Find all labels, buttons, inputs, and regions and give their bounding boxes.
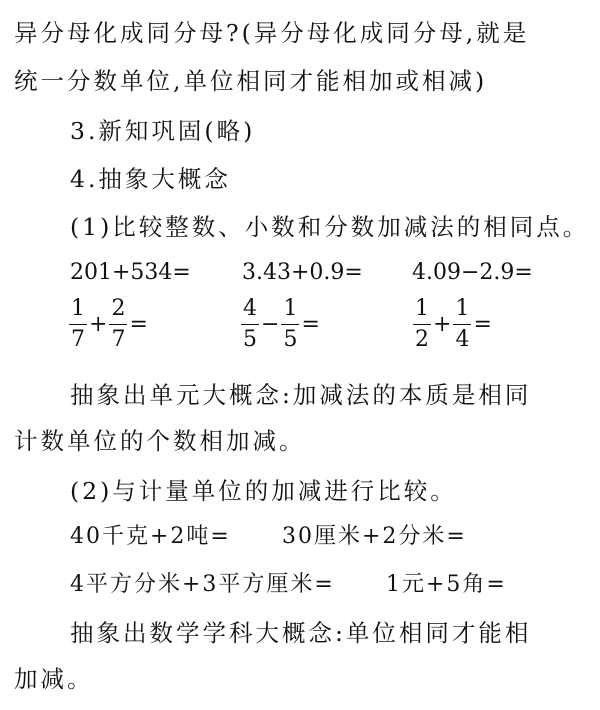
denominator: 5 [283,327,298,352]
section-heading-4: 4.抽象大概念 [70,165,231,193]
denominator: 4 [455,327,470,352]
paragraph-line-9: 计数单位的个数相加减。 [14,427,306,455]
fraction [453,294,471,355]
numerator: 1 [71,296,85,321]
fraction-expression-3 [412,294,493,355]
operator: + [433,311,452,337]
numerator: 1 [283,296,298,321]
fraction [281,294,299,355]
denominator: 2 [415,327,429,352]
denominator: 7 [111,327,126,352]
numerator: 1 [415,296,429,321]
fraction-expression-1 [68,294,149,355]
paragraph-line-13: 抽象出数学学科大概念:单位相同才能相 [70,619,532,647]
equation-decimal-subtract: 4.09−2.9= [412,260,533,285]
equals-sign: = [301,311,320,337]
equals-sign: = [473,311,492,337]
equation-length: 30厘米+2分米= [282,524,467,549]
numerator: 2 [111,296,126,321]
denominator: 5 [243,327,257,352]
operator: − [261,311,280,337]
numerator: 4 [243,296,257,321]
denominator: 7 [71,327,85,352]
subsection-1-heading: (1)比较整数、小数和分数加减法的相同点。 [70,213,590,241]
numerator: 1 [455,296,470,321]
fraction [69,294,87,355]
equation-integer: 201+534= [70,260,191,285]
equation-decimal-add: 3.43+0.9= [242,260,363,285]
paragraph-line-1: 异分母化成同分母?(异分母化成同分母,就是 [14,19,530,47]
paragraph-line-2: 统一分数单位,单位相同才能相加或相减) [14,67,488,95]
fraction [413,294,431,355]
operator: + [89,311,108,337]
paragraph-line-8: 抽象出单元大概念:加减法的本质是相同 [70,381,532,409]
fraction [241,294,259,355]
paragraph-line-14: 加减。 [14,665,94,693]
equation-area: 4平方分米+3平方厘米= [70,572,335,597]
subsection-2-heading: (2)与计量单位的加减进行比较。 [70,477,457,505]
fraction-expression-2 [240,294,321,355]
fraction [109,294,127,355]
equation-mass: 40千克+2吨= [70,524,231,549]
section-heading-3: 3.新知巩固(略) [70,117,256,145]
equals-sign: = [129,311,148,337]
equation-money: 1元+5角= [386,572,507,597]
